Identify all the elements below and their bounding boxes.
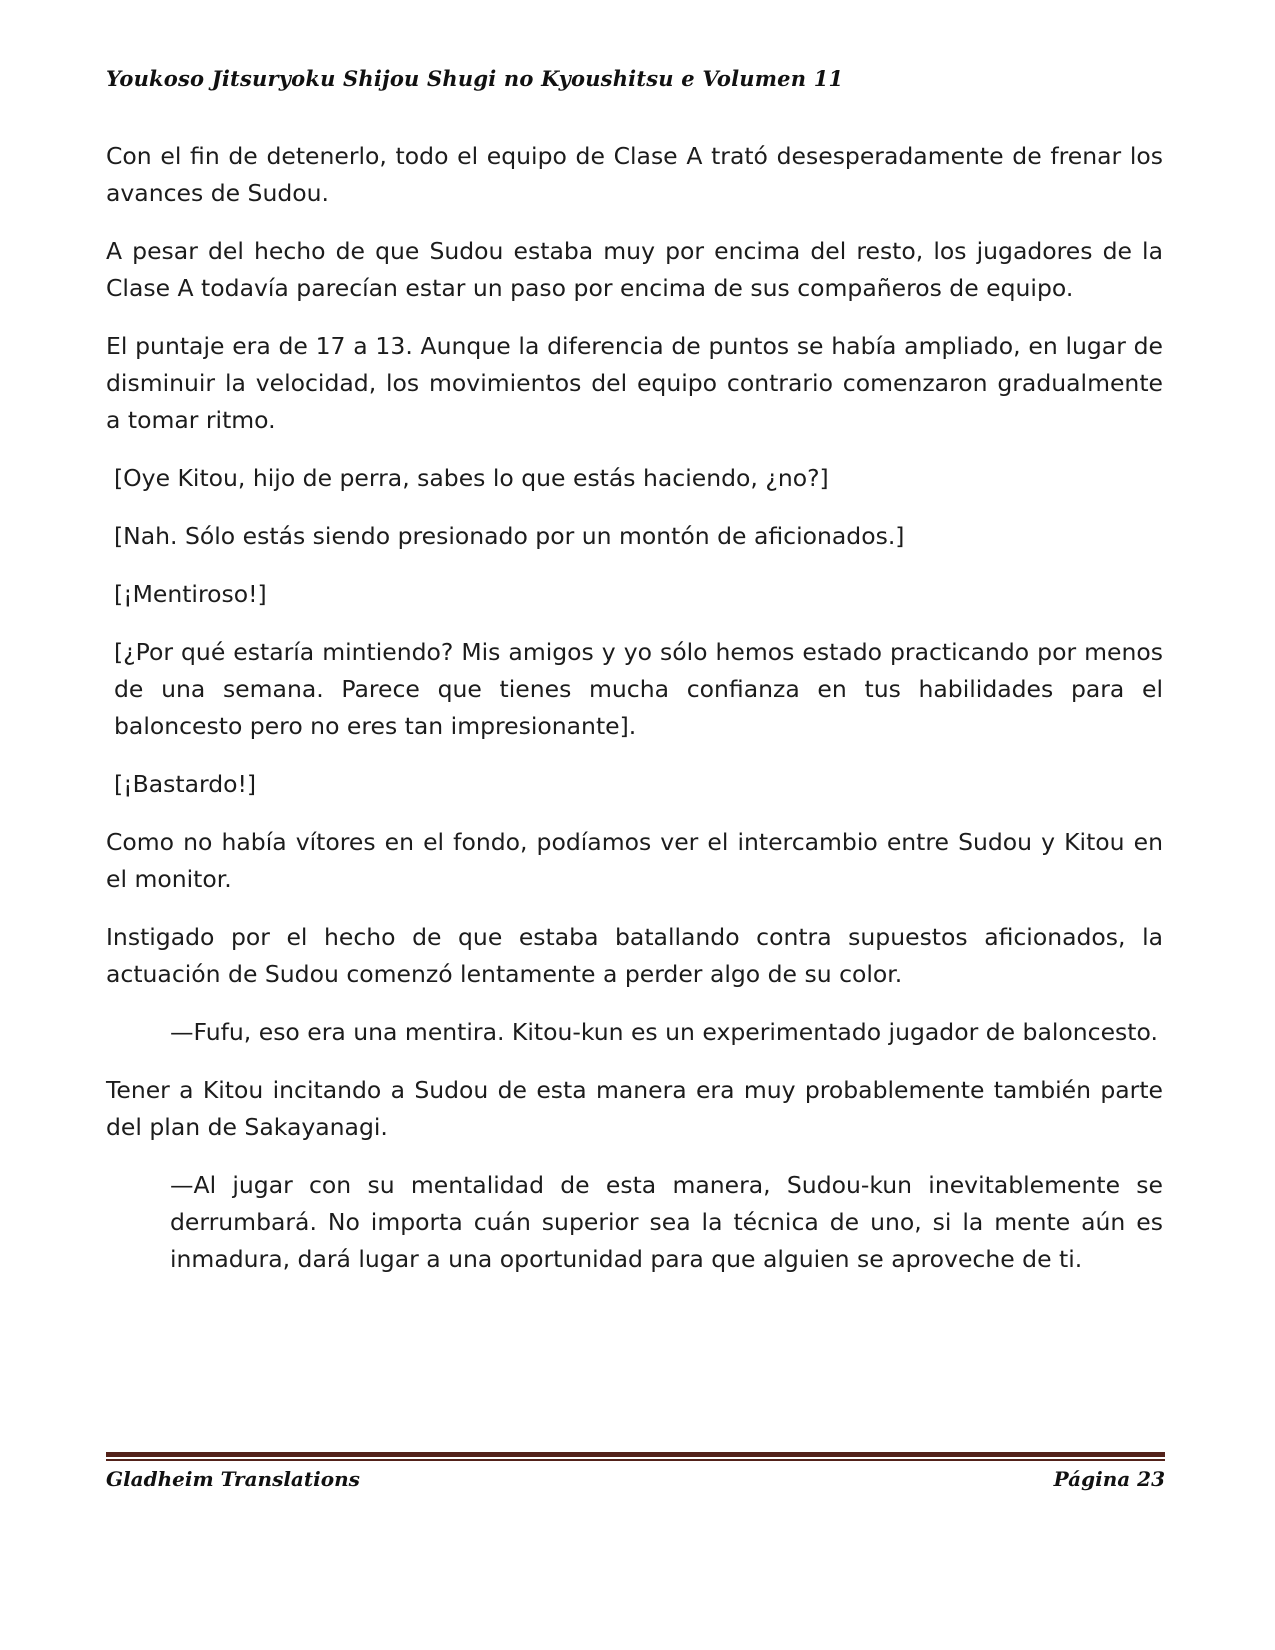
paragraph: Tener a Kitou incitando a Sudou de esta manera era muy probablemente también parte del plan de Sakayanagi. xyxy=(106,1076,1163,1141)
dialogue-paragraph: [¿Por qué estaría mintiendo? Mis amigos y yo sólo hemos estado practicando por menos de una semana. Parece que tienes mucha confianza en tus habilidades para el baloncesto pero no eres tan impresionante]. xyxy=(114,638,1163,740)
dialogue-paragraph: [Nah. Sólo estás siendo presionado por un montón de aficionados.] xyxy=(114,522,905,550)
dialogue-paragraph: [¡Bastardo!] xyxy=(114,770,257,798)
paragraph: Como no había vítores en el fondo, podíamos ver el intercambio entre Sudou y Kitou en el monitor. xyxy=(106,828,1163,893)
footer-translator: Gladheim Translations xyxy=(106,1467,360,1491)
footer-divider xyxy=(106,1452,1165,1461)
page-footer xyxy=(106,1452,1165,1491)
dialogue-paragraph: [¡Mentiroso!] xyxy=(114,580,267,608)
page-body xyxy=(106,138,1163,1299)
paragraph: El puntaje era de 17 a 13. Aunque la diferencia de puntos se había ampliado, en lugar de disminuir la velocidad, los movimientos del equipo contrario comenzaron gradualmente a tomar ritmo. xyxy=(106,332,1163,434)
paragraph: Instigado por el hecho de que estaba batallando contra supuestos aficionados, la actuación de Sudou comenzó lentamente a perder algo de su color. xyxy=(106,923,1163,988)
header-title: Youkoso Jitsuryoku Shijou Shugi no Kyoushitsu e Volumen 11 xyxy=(106,66,844,91)
indented-quote-paragraph: —Fufu, eso era una mentira. Kitou-kun es un experimentado jugador de baloncesto. xyxy=(170,1018,1158,1046)
footer-page-number: Página 23 xyxy=(1053,1467,1165,1491)
paragraph: Con el fin de detenerlo, todo el equipo de Clase A trató desesperadamente de frenar los avances de Sudou. xyxy=(106,142,1163,207)
indented-quote-paragraph: —Al jugar con su mentalidad de esta manera, Sudou-kun inevitablemente se derrumbará. No importa cuán superior sea la técnica de uno, si la mente aún es inmadura, dará lugar a una oportunidad para que alguien se aproveche de ti. xyxy=(170,1171,1163,1273)
page-header xyxy=(106,66,1165,91)
paragraph: A pesar del hecho de que Sudou estaba muy por encima del resto, los jugadores de la Clase A todavía parecían estar un paso por encima de sus compañeros de equipo. xyxy=(106,237,1163,302)
dialogue-paragraph: [Oye Kitou, hijo de perra, sabes lo que estás haciendo, ¿no?] xyxy=(114,464,829,492)
